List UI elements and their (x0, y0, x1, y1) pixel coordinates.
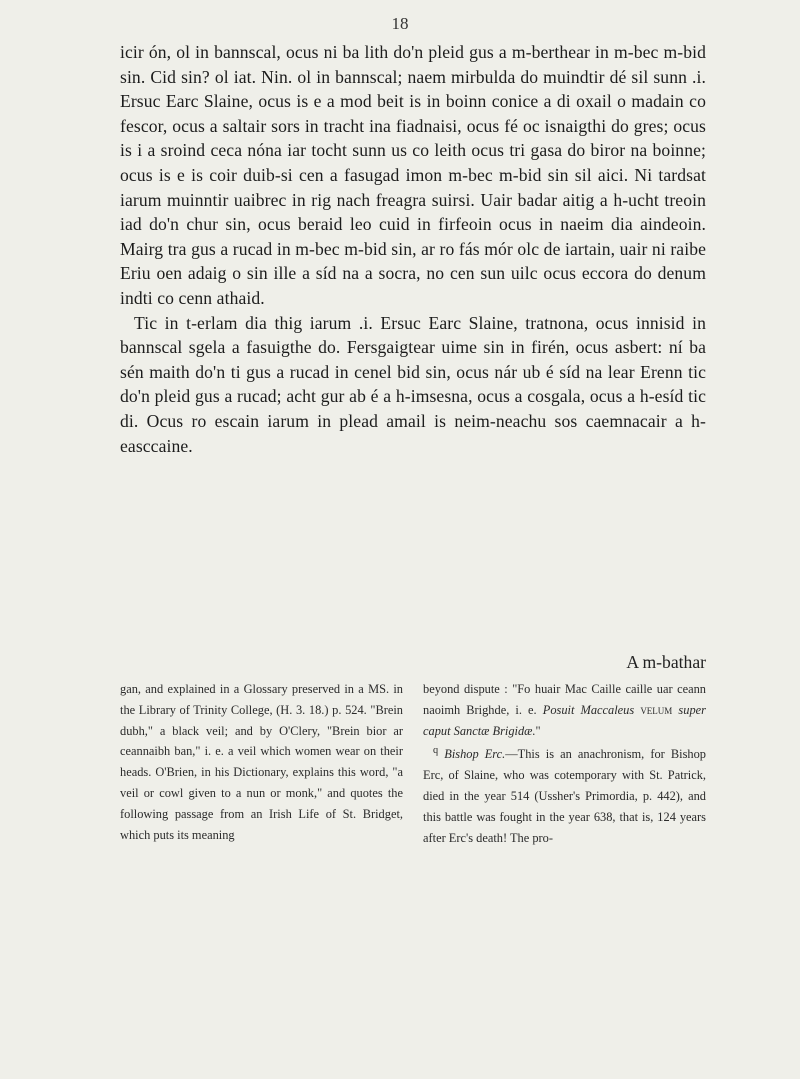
latin-quote: super caput Sanctæ Brigidæ. (423, 702, 706, 738)
main-irish-text (120, 40, 706, 458)
catchword: A m-bathar (626, 652, 706, 672)
footnote-text: —This is an anachronism, for Bishop Erc, of Slaine, who was cotemporary with St. Patrick, died in the year 514 (Ussher's Primordia, p. 442), and this battle was fought in the year 638, that is, 124 years after Erc's death! The pro- (423, 747, 706, 845)
page-number: 18 (391, 14, 409, 33)
footnote-continuation (423, 679, 706, 741)
footnote-heading: Bishop Erc. (444, 747, 506, 762)
paragraph: Tic in t-erlam dia thig iarum .i. Ersuc Earc Slaine, tratnona, ocus innisid in bannscal sgela a fasuigthe do. Fersgaigtear uime sin in firén, ocus asbert: ní ba sén maith do'n ti gus a rucad in cenel bid sin, ocus nár ub é síd na lear Erenn tic do'n pleid gus a rucad; acht gur ab é a h-imsesna, ocus a cosgala, ocus a h-esíd tic di. Ocus ro escain iarum in plead amail is neim-neachu sos caemnacair a h-easccaine. (120, 312, 706, 456)
paragraph: icir ón, ol in bannscal, ocus ni ba lith do'n pleid gus a m-berthear in m-bec m-bid sin. Cid sin? ol iat. Nin. ol in bannscal; naem mirbulda do muindtir dé sil sunn .i. Ersuc Earc Slaine, ocus is e a mod beit is in boinn conice a di oxail o madain co fescor, ocus a saltair sors in tracht ina fiadnaisi, ocus fé oc isnaigthi do gres; ocus is i a sroind ceca nóna iar tocht sunn us co leith ocus tri gasa do biror na boinne; ocus is e is coir duib-si cen a fasugad imon m-bec m-bid sin sil aici. Ni tardsat iarum muinntir uaibrec in rig nach freagra suirsi. Uair badar aitig a h-ucht treoin iad do'n chur sin, ocus beraid leo cuid in firfeoin ocus in naeim dia aindeoin. Mairg tra gus a rucad in m-bec m-bid sin, ar ro fás mór olc de iartain, uair ni raibe Eriu oen adaig o sin ille a síd na a socra, no cen sun uilc ocus eccora do denum indti co cenn athaid. (120, 42, 706, 308)
latin-quote: Posuit Maccaleus (542, 702, 635, 717)
footnote-column-left (120, 679, 403, 849)
footnote-text: gan, and explained in a Glossary preserved in a MS. in the Library of Trinity College, (H. 3. 18.) p. 524. "Brein dubh," a black veil; and by O'Clery, "Brein bior ar ceannaibh ban," i. e. a veil which women wear on their heads. O'Brien, in his Dictionary, explains this word, "a veil or cowl given to a nun or monk," and quotes the following passage from an Irish Life of St. Bridget, which puts its meaning (120, 682, 403, 842)
footnotes (120, 679, 706, 849)
footnote-text: beyond dispute : "Fo huair Mac Caille caille uar ceann naoimh Brighde, i. e. (423, 682, 706, 717)
footnote-text: " (535, 723, 541, 738)
latin-quote: velum (640, 702, 673, 717)
footnote-column-right (423, 679, 706, 849)
footnote-marker: q (433, 745, 439, 757)
footnote-q (423, 741, 706, 848)
